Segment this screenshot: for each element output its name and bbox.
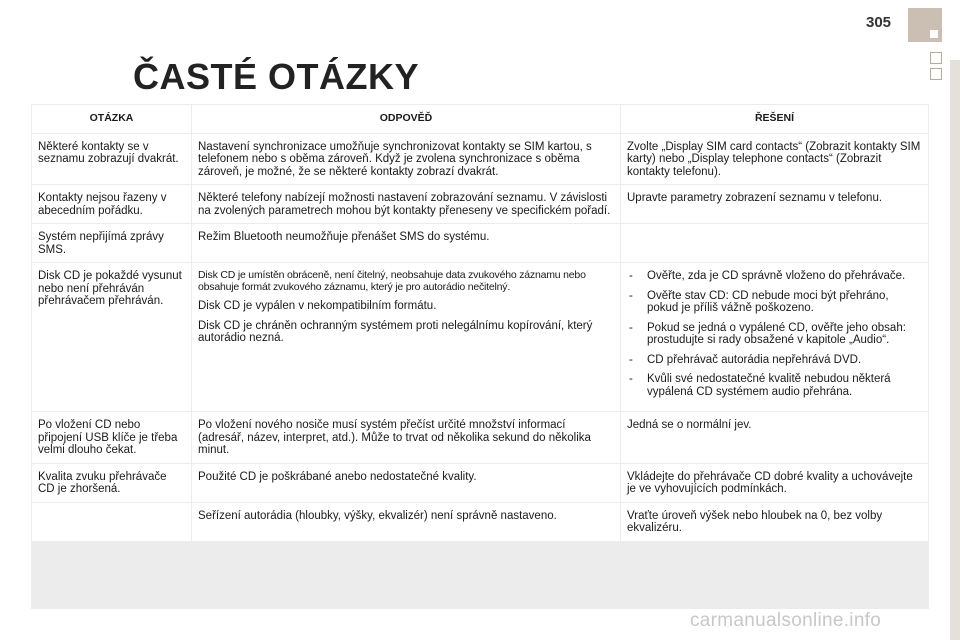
table-row — [32, 503, 928, 541]
question-cell: Systém nepřijímá zprávy SMS. — [32, 224, 191, 262]
answer-cell: Režim Bluetooth neumožňuje přenášet SMS do systému. — [192, 224, 620, 262]
table-header-row — [32, 105, 928, 133]
question-cell: Některé kontakty se v seznamu zobrazují dvakrát. — [32, 134, 191, 185]
solution-cell: Upravte parametry zobrazení seznamu v telefonu. — [621, 185, 928, 223]
solution-step: - Ověřte stav CD: CD nebude moci být přehráno, pokud je příliš vážně poškozeno. — [629, 289, 889, 314]
table-row — [32, 412, 928, 463]
page-title: ČASTÉ OTÁZKY — [133, 56, 420, 97]
answer-cell: Nastavení synchronizace umožňuje synchronizovat kontakty se SIM kartou, s telefonem nebo s oběma zároveň. Když je zvolena synchronizace s oběma zároveň, je možné, že se některé kontakty zobrazí dvakrát. — [192, 134, 620, 185]
question-cell — [32, 503, 191, 541]
header-question: OTÁZKA — [32, 105, 191, 133]
table-row — [32, 263, 928, 411]
solution-cell: Jedná se o normální jev. — [621, 412, 928, 463]
nav-box-top — [930, 52, 942, 64]
answer-cell: Seřízení autorádia (hloubky, výšky, ekvalizér) není správně nastaveno. — [192, 503, 620, 541]
side-strip — [950, 60, 960, 640]
solution-cell — [621, 224, 928, 262]
chapter-tab — [908, 8, 942, 42]
header-answer: ODPOVĚĎ — [192, 105, 620, 133]
answer-cell: Po vložení nového nosiče musí systém přečíst určité množství informací (adresář, název, interpret, atd.). Může to trvat od několika sekund do několika minut. — [192, 412, 620, 463]
question-cell: Kontakty nejsou řazeny v abecedním pořádku. — [32, 185, 191, 223]
answer-paragraph: Disk CD je chráněn ochranným systémem proti nelegálnímu kopírování, který autorádio nezná. — [198, 319, 593, 344]
solution-cell: Vraťte úroveň výšek nebo hloubek na 0, bez volby ekvalizéru. — [621, 503, 928, 541]
solution-cell: Zvolte „Display SIM card contacts“ (Zobrazit kontakty SIM karty) nebo „Display telephone contacts“ (Zobrazit kontakty telefonu). — [621, 134, 928, 185]
table-row — [32, 134, 928, 185]
answer-paragraph: Disk CD je umístěn obráceně, není čitelný, neobsahuje data zvukového záznamu nebo obsahuje formát zvukového záznamu, který je pro autorádio nečitelný. — [198, 269, 586, 293]
table-row — [32, 224, 928, 262]
answer-cell: Použité CD je poškrábané anebo nedostatečné kvality. — [192, 464, 620, 502]
answer-paragraph: Disk CD je vypálen v nekompatibilním formátu. — [198, 300, 437, 312]
table-row — [32, 185, 928, 223]
watermark: carmanualsonline.info — [690, 610, 882, 631]
solution-step: - Ověřte, zda je CD správně vloženo do přehrávače. — [629, 270, 906, 282]
table-row — [32, 464, 928, 502]
chapter-tab-mark — [930, 30, 938, 38]
question-cell: Disk CD je pokaždé vysunut nebo není přehráván přehrávačem přehráván. — [32, 263, 191, 411]
solution-steps — [627, 270, 922, 398]
solution-cell — [621, 263, 928, 411]
solution-step: - CD přehrávač autorádia nepřehrává DVD. — [629, 353, 862, 366]
solution-step: - Kvůli své nedostatečné kvalitě nebudou některá vypálená CD systémem audio přehrána. — [629, 373, 891, 398]
page-number: 305 — [866, 14, 892, 31]
question-cell: Kvalita zvuku přehrávače CD je zhoršená. — [32, 464, 191, 502]
header-solution: ŘEŠENÍ — [621, 105, 928, 133]
answer-cell: Některé telefony nabízejí možnosti nastavení zobrazování seznamu. V závislosti na zvolených parametrech mohou být kontakty přeneseny ve specifickém pořadí. — [192, 185, 620, 223]
answer-cell — [192, 263, 620, 411]
nav-box-bottom — [930, 68, 942, 80]
faq-table — [31, 104, 929, 609]
question-cell: Po vložení CD nebo připojení USB klíče je třeba velmi dlouho čekat. — [32, 412, 191, 463]
solution-step: - Pokud se jedná o vypálené CD, ověřte jeho obsah: prostudujte si rady obsažené v kapitole „Audio“. — [629, 321, 906, 346]
solution-cell: Vkládejte do přehrávače CD dobré kvality a uchovávejte je ve vyhovujících podmínkách. — [621, 464, 928, 502]
